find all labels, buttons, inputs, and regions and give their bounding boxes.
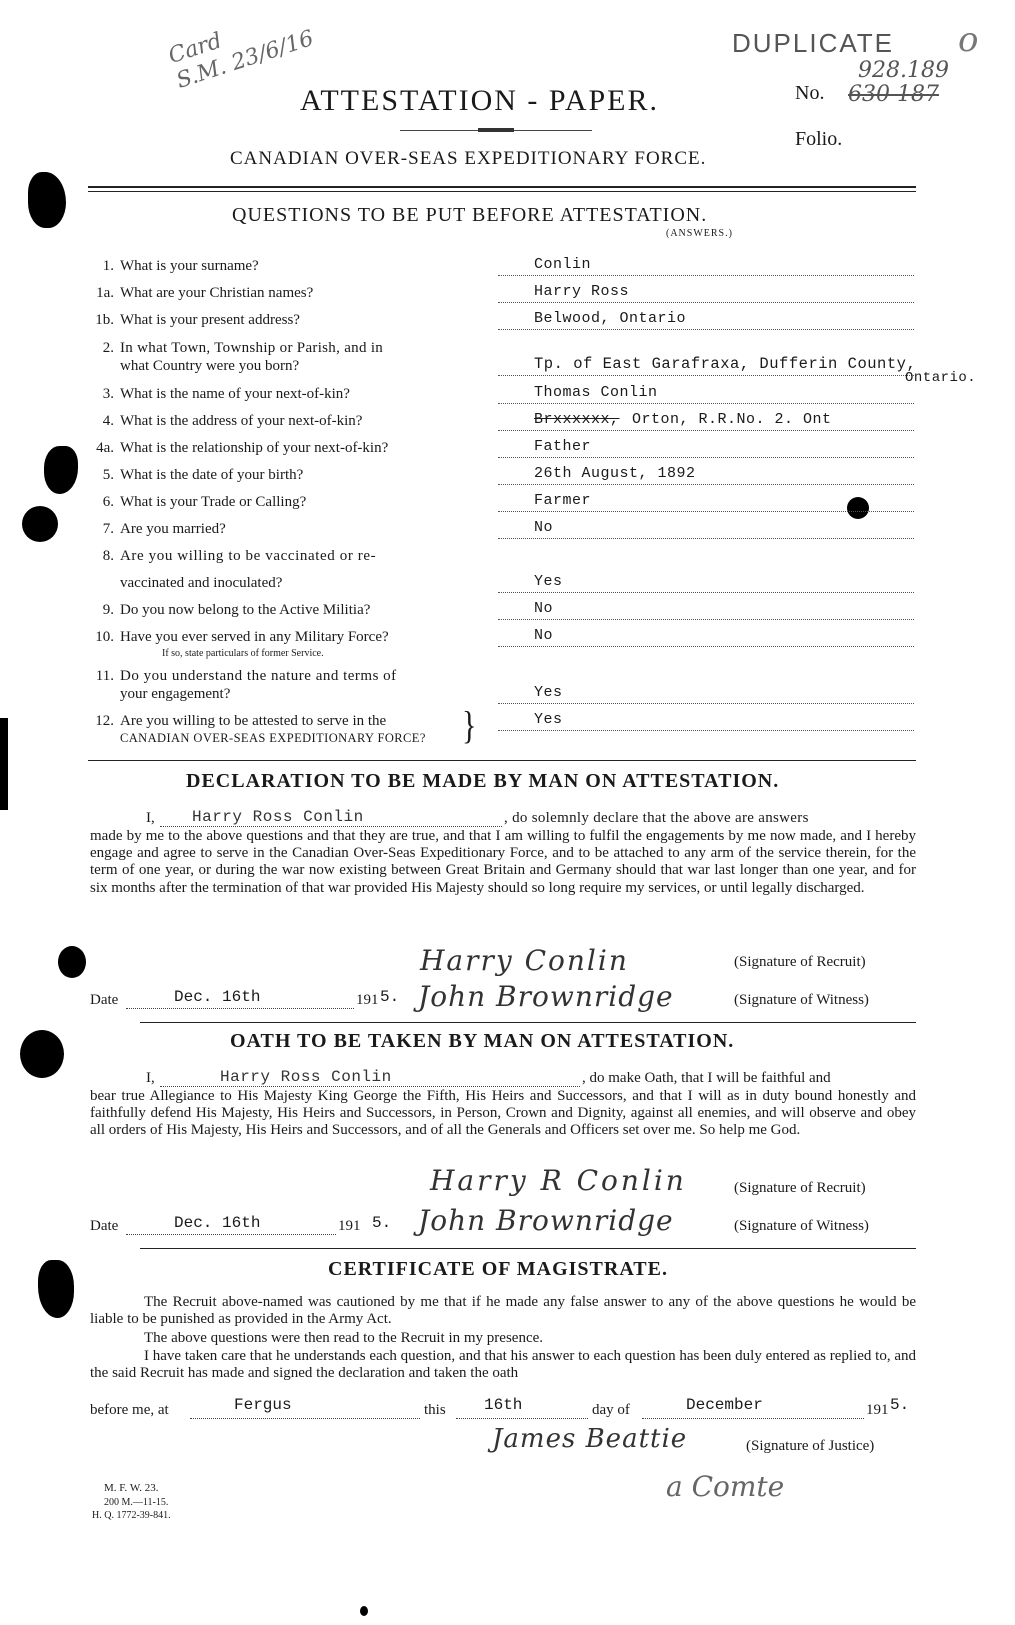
certificate-heading: CERTIFICATE OF MAGISTRATE. [328, 1258, 668, 1280]
question-note: If so, state particulars of former Service. [162, 648, 324, 659]
answer-present-address: Belwood, Ontario [534, 310, 687, 327]
question-text: Are you willing to be vaccinated or re- [120, 548, 377, 564]
oath-body: bear true Allegiance to His Majesty King George the Fifth, His Heirs and Successors, and that I will as in duty bound honestly and faithfully defend His Majesty, His Heirs and Successors, in Person, Crown and Dignity, against all enemies, and will observe and obey all orders of His Majesty, His Heirs and Successors, and of all the Generals and Officers set over me. So help me God. [90, 1088, 916, 1139]
print-run: 200 M.—11-15. [104, 1497, 169, 1508]
oath-line1-rest: , do make Oath, that I will be faithful and [582, 1070, 831, 1086]
answer-military-service: No [534, 627, 554, 644]
stamp-flourish: o [958, 20, 979, 60]
answers-label: (ANSWERS.) [666, 228, 733, 239]
question-text: Do you now belong to the Active Militia? [120, 602, 371, 618]
question-number: 2. [102, 340, 114, 356]
question-number: 9. [102, 602, 114, 618]
bottom-mark [360, 1606, 368, 1616]
oath-name: Harry Ross Conlin [220, 1068, 392, 1086]
declaration-year-digit: 5. [380, 988, 400, 1006]
answer-line [498, 329, 914, 330]
question-text-line2: what Country were you born? [120, 358, 300, 374]
question-text-line2: your engagement? [120, 686, 231, 702]
answer-next-of-kin-address: Orton, R.R.No. 2. Ont [632, 411, 832, 428]
declaration-witness-signature: John Brownridge [418, 980, 674, 1013]
answer-trade: Farmer [534, 492, 592, 509]
question-number: 11. [95, 668, 114, 684]
question-text: What are your Christian names? [120, 285, 314, 301]
question-text: Do you understand the nature and terms of [120, 668, 397, 684]
answer-line [498, 730, 914, 731]
question-number: 6. [102, 494, 114, 510]
certificate-para3: I have taken care that he understands each question, and that his answer to each question has been duly entered as replied to, and the said Recruit has made and signed the declaration and taken the oath [90, 1348, 916, 1382]
declaration-name-line [160, 826, 502, 827]
question-text: What is the name of your next-of-kin? [120, 386, 350, 402]
answer-line [498, 302, 914, 303]
question-text: Are you married? [120, 521, 226, 537]
answer-married: No [534, 519, 554, 536]
declaration-line1-rest: , do solemnly declare that the above are answers [504, 810, 809, 826]
oath-date-line [126, 1234, 336, 1235]
section-rule [140, 1022, 916, 1023]
question-text: What is your present address? [120, 312, 300, 328]
certificate-place: Fergus [234, 1396, 292, 1414]
title-ornament-center [478, 128, 514, 132]
question-text: What is your Trade or Calling? [120, 494, 307, 510]
certificate-para1: The Recruit above-named was cautioned by me that if he made any false answer to any of the above questions he would be liable to be punished as provided in the Army Act. [90, 1294, 916, 1328]
certificate-month: December [686, 1396, 763, 1414]
question-number: 4. [102, 413, 114, 429]
answer-willing-to-serve: Yes [534, 711, 563, 728]
answer-line [498, 375, 914, 376]
answer-next-of-kin: Thomas Conlin [534, 384, 658, 401]
oath-witness-label: (Signature of Witness) [734, 1218, 869, 1234]
number-struck: 630 187 [848, 82, 939, 107]
oath-date: Dec. 16th [174, 1214, 261, 1232]
certificate-month-line [642, 1418, 864, 1419]
question-number: 1b. [95, 312, 114, 328]
certificate-justice-signature: James Beattie [492, 1424, 688, 1454]
certificate-justice-label: (Signature of Justice) [746, 1438, 875, 1454]
hq-reference: H. Q. 1772-39-841. [92, 1510, 171, 1521]
answer-line [498, 511, 914, 512]
oath-recruit-signature: Harry R Conlin [430, 1164, 687, 1197]
declaration-year-prefix: 191 [356, 992, 379, 1008]
folio-label: Folio. [795, 128, 843, 150]
question-number: 3. [102, 386, 114, 402]
question-text-line2: CANADIAN OVER-SEAS EXPEDITIONARY FORCE? [120, 731, 426, 745]
answer-birthplace: Tp. of East Garafraxa, Dufferin County, [534, 355, 917, 373]
answer-line [498, 403, 914, 404]
answer-line [498, 619, 914, 620]
ink-blot [847, 497, 869, 519]
header-rule-bottom [88, 191, 916, 192]
declaration-i: I, [146, 810, 155, 826]
question-number: 12. [95, 713, 114, 729]
corner-pencil-note: Card S.M. 23/6/16 [165, 25, 317, 94]
question-text-line2: vaccinated and inoculated? [120, 575, 283, 591]
answer-surname: Conlin [534, 256, 592, 273]
question-number: 4a. [96, 440, 114, 456]
brace: } [462, 704, 477, 748]
certificate-day-line [456, 1418, 588, 1419]
oath-recruit-label: (Signature of Recruit) [734, 1180, 866, 1196]
question-number: 1a. [96, 285, 114, 301]
answer-relationship: Father [534, 438, 592, 455]
number-value: 928.189 [858, 58, 949, 83]
question-number: 10. [95, 629, 114, 645]
punch-hole-5 [20, 1030, 64, 1078]
answer-struck-word: Brxxxxxx, [534, 411, 620, 428]
answer-christian-names: Harry Ross [534, 283, 630, 300]
question-text: Are you willing to be attested to serve in the [120, 713, 387, 729]
declaration-heading: DECLARATION TO BE MADE BY MAN ON ATTESTATION. [186, 770, 780, 792]
section-rule [88, 760, 916, 761]
page-title: ATTESTATION - PAPER. [300, 84, 660, 117]
punch-hole-3 [22, 506, 58, 542]
form-number: M. F. W. 23. [104, 1482, 159, 1494]
punch-hole-1 [28, 172, 66, 228]
answer-vaccinated: Yes [534, 573, 563, 590]
question-text: What is the relationship of your next-of-kin? [120, 440, 389, 456]
declaration-recruit-label: (Signature of Recruit) [734, 954, 866, 970]
answer-line [498, 538, 914, 539]
certificate-year-prefix: 191 [866, 1402, 889, 1418]
declaration-body: made by me to the above questions and that they are true, and that I am willing to fulfil the engagements by me now made, and I hereby engage and agree to serve in the Canadian Over-Seas Expeditionary Force, and to be attached to any arm of the service therein, for the term of one year, or during the war now existing between Great Britain and Germany should that war last longer than one year, and for six months after the termination of that war provided His Majesty should so long require my services, or until legally discharged. [90, 828, 916, 896]
section-rule [140, 1248, 916, 1249]
punch-hole-2 [44, 446, 78, 494]
declaration-recruit-signature: Harry Conlin [420, 944, 629, 977]
certificate-before-label: before me, at [90, 1402, 169, 1418]
answer-line [498, 646, 914, 647]
question-number: 7. [102, 521, 114, 537]
question-number: 1. [102, 258, 114, 274]
answer-line [498, 484, 914, 485]
oath-i: I, [146, 1070, 155, 1086]
declaration-date-line [126, 1008, 354, 1009]
certificate-day-of-label: day of [592, 1402, 630, 1418]
question-number: 5. [102, 467, 114, 483]
answer-line [498, 457, 914, 458]
answer-birthplace-line2: Ontario. [905, 370, 977, 386]
declaration-date: Dec. 16th [174, 988, 261, 1006]
punch-hole-4 [58, 946, 86, 978]
answer-line [498, 592, 914, 593]
page-subtitle: CANADIAN OVER-SEAS EXPEDITIONARY FORCE. [230, 148, 707, 169]
punch-hole-6 [38, 1260, 74, 1318]
number-label: No. [795, 82, 825, 104]
answer-line [498, 703, 914, 704]
duplicate-stamp: DUPLICATE [732, 28, 894, 58]
answer-line [498, 275, 914, 276]
questions-heading: QUESTIONS TO BE PUT BEFORE ATTESTATION. [232, 204, 708, 226]
certificate-para2: The above questions were then read to the Recruit in my presence. [144, 1330, 544, 1346]
oath-name-line [160, 1086, 580, 1087]
certificate-day: 16th [484, 1396, 523, 1414]
oath-witness-signature: John Brownridge [418, 1204, 674, 1237]
oath-year-prefix: 191 [338, 1218, 361, 1234]
answer-birth-date: 26th August, 1892 [534, 465, 696, 482]
question-text: What is the address of your next-of-kin? [120, 413, 363, 429]
answer-line [498, 430, 914, 431]
margin-edge-mark [0, 718, 8, 810]
question-text: What is your surname? [120, 258, 259, 274]
oath-year-digit: 5. [372, 1214, 392, 1232]
certificate-place-line [190, 1418, 420, 1419]
certificate-this-label: this [424, 1402, 446, 1418]
declaration-date-label: Date [90, 992, 119, 1008]
declaration-name: Harry Ross Conlin [192, 808, 364, 826]
certificate-year-digit: 5. [890, 1396, 910, 1414]
oath-date-label: Date [90, 1218, 119, 1234]
question-text: What is the date of your birth? [120, 467, 304, 483]
oath-heading: OATH TO BE TAKEN BY MAN ON ATTESTATION. [230, 1030, 735, 1052]
header-rule-top [88, 186, 916, 188]
question-text: Have you ever served in any Military Force? [120, 629, 389, 645]
answer-understand-terms: Yes [534, 684, 563, 701]
declaration-witness-label: (Signature of Witness) [734, 992, 869, 1008]
certificate-note: a Comte [666, 1470, 785, 1503]
answer-active-militia: No [534, 600, 554, 617]
question-text: In what Town, Township or Parish, and in [120, 340, 384, 356]
question-number: 8. [102, 548, 114, 564]
